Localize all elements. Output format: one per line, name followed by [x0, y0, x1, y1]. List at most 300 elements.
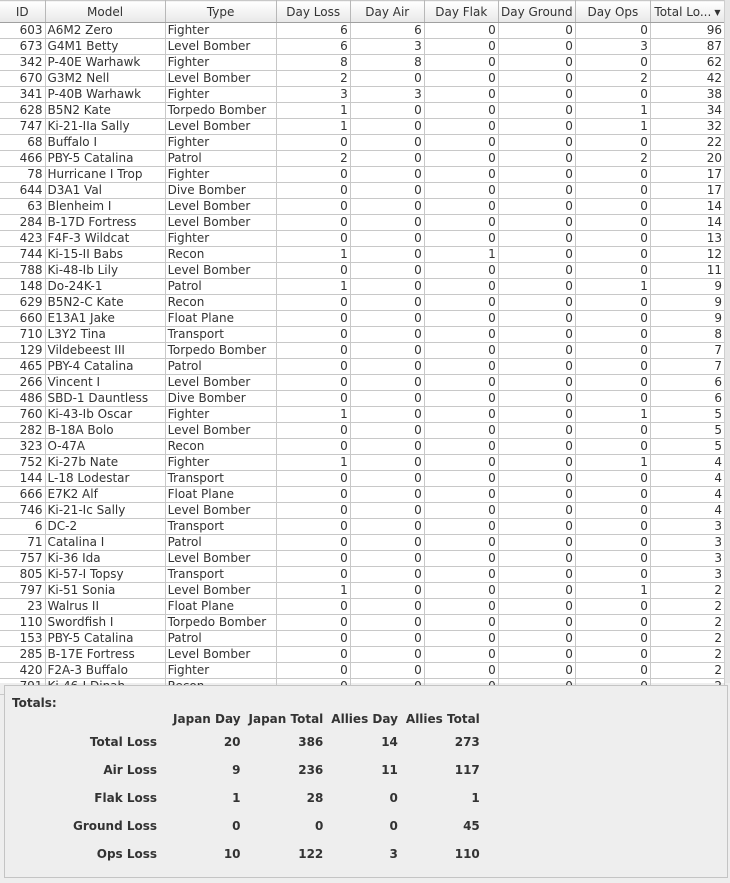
cell-id[interactable]: 666	[0, 487, 45, 503]
cell-day-ground[interactable]: 0	[498, 551, 575, 567]
table-row[interactable]	[0, 567, 725, 583]
cell-id[interactable]: 144	[0, 471, 45, 487]
cell-day-loss[interactable]: 0	[276, 535, 350, 551]
cell-day-ops[interactable]: 0	[575, 295, 650, 311]
cell-id[interactable]: 629	[0, 295, 45, 311]
cell-day-air[interactable]: 0	[350, 615, 424, 631]
cell-total-loss[interactable]: 20	[650, 151, 724, 167]
cell-day-air[interactable]: 0	[350, 231, 424, 247]
cell-day-loss[interactable]: 0	[276, 311, 350, 327]
cell-id[interactable]: 760	[0, 407, 45, 423]
table-row[interactable]	[0, 295, 725, 311]
cell-day-loss[interactable]: 3	[276, 87, 350, 103]
cell-type[interactable]: Patrol	[165, 359, 276, 375]
cell-day-ops[interactable]: 0	[575, 343, 650, 359]
cell-id[interactable]: 628	[0, 103, 45, 119]
cell-day-loss[interactable]: 0	[276, 231, 350, 247]
cell-day-ground[interactable]: 0	[498, 343, 575, 359]
cell-day-ops[interactable]: 0	[575, 263, 650, 279]
cell-day-ops[interactable]: 1	[575, 279, 650, 295]
cell-id[interactable]: 342	[0, 55, 45, 71]
cell-day-ops[interactable]: 0	[575, 647, 650, 663]
cell-day-flak[interactable]: 0	[424, 391, 498, 407]
cell-type[interactable]: Transport	[165, 327, 276, 343]
cell-id[interactable]: 23	[0, 599, 45, 615]
cell-day-loss[interactable]: 0	[276, 167, 350, 183]
cell-total-loss[interactable]: 2	[650, 583, 724, 599]
column-header-model[interactable]: Model	[45, 1, 165, 23]
cell-total-loss[interactable]: 11	[650, 263, 724, 279]
cell-day-flak[interactable]: 0	[424, 423, 498, 439]
cell-id[interactable]: 797	[0, 583, 45, 599]
table-row[interactable]	[0, 183, 725, 199]
cell-type[interactable]: Patrol	[165, 279, 276, 295]
cell-id[interactable]: 78	[0, 167, 45, 183]
cell-day-air[interactable]: 0	[350, 551, 424, 567]
cell-type[interactable]: Recon	[165, 439, 276, 455]
cell-id[interactable]: 752	[0, 455, 45, 471]
cell-id[interactable]: 110	[0, 615, 45, 631]
cell-day-ground[interactable]: 0	[498, 647, 575, 663]
cell-model[interactable]: SBD-1 Dauntless	[45, 391, 165, 407]
cell-type[interactable]: Transport	[165, 471, 276, 487]
cell-day-ground[interactable]: 0	[498, 39, 575, 55]
cell-day-loss[interactable]: 6	[276, 23, 350, 39]
cell-day-air[interactable]: 0	[350, 167, 424, 183]
cell-total-loss[interactable]: 7	[650, 359, 724, 375]
cell-model[interactable]: Swordfish I	[45, 615, 165, 631]
cell-day-flak[interactable]: 0	[424, 471, 498, 487]
cell-day-ops[interactable]: 3	[575, 39, 650, 55]
cell-day-flak[interactable]: 0	[424, 583, 498, 599]
cell-day-air[interactable]: 0	[350, 535, 424, 551]
cell-id[interactable]: 285	[0, 647, 45, 663]
cell-day-air[interactable]: 0	[350, 327, 424, 343]
column-header-day-flak[interactable]: Day Flak	[424, 1, 498, 23]
cell-total-loss[interactable]: 42	[650, 71, 724, 87]
cell-day-ground[interactable]: 0	[498, 503, 575, 519]
cell-day-air[interactable]: 0	[350, 151, 424, 167]
cell-type[interactable]: Torpedo Bomber	[165, 343, 276, 359]
cell-day-flak[interactable]: 0	[424, 343, 498, 359]
cell-total-loss[interactable]: 2	[650, 615, 724, 631]
cell-day-air[interactable]: 0	[350, 359, 424, 375]
cell-day-ops[interactable]: 0	[575, 615, 650, 631]
cell-day-ground[interactable]: 0	[498, 151, 575, 167]
cell-id[interactable]: 129	[0, 343, 45, 359]
cell-day-ops[interactable]: 2	[575, 71, 650, 87]
cell-model[interactable]: PBY-5 Catalina	[45, 631, 165, 647]
cell-day-ground[interactable]: 0	[498, 391, 575, 407]
cell-total-loss[interactable]: 3	[650, 519, 724, 535]
column-header-day-loss[interactable]: Day Loss	[276, 1, 350, 23]
cell-day-air[interactable]: 0	[350, 343, 424, 359]
cell-id[interactable]: 644	[0, 183, 45, 199]
cell-day-air[interactable]: 0	[350, 119, 424, 135]
cell-day-air[interactable]: 0	[350, 263, 424, 279]
cell-model[interactable]: Ki-57-I Topsy	[45, 567, 165, 583]
cell-day-flak[interactable]: 0	[424, 375, 498, 391]
cell-type[interactable]: Transport	[165, 567, 276, 583]
cell-day-air[interactable]: 0	[350, 311, 424, 327]
cell-type[interactable]: Float Plane	[165, 311, 276, 327]
cell-type[interactable]: Fighter	[165, 167, 276, 183]
cell-model[interactable]: Buffalo I	[45, 135, 165, 151]
table-row[interactable]	[0, 343, 725, 359]
cell-day-ops[interactable]: 0	[575, 199, 650, 215]
cell-day-ops[interactable]: 0	[575, 135, 650, 151]
table-row[interactable]	[0, 615, 725, 631]
cell-day-loss[interactable]: 0	[276, 471, 350, 487]
cell-day-loss[interactable]: 0	[276, 343, 350, 359]
cell-day-flak[interactable]: 0	[424, 407, 498, 423]
cell-model[interactable]: DC-2	[45, 519, 165, 535]
cell-day-flak[interactable]: 0	[424, 215, 498, 231]
cell-type[interactable]: Patrol	[165, 151, 276, 167]
cell-day-air[interactable]: 0	[350, 295, 424, 311]
cell-total-loss[interactable]: 5	[650, 439, 724, 455]
cell-type[interactable]: Patrol	[165, 535, 276, 551]
cell-day-flak[interactable]: 0	[424, 519, 498, 535]
cell-day-air[interactable]: 0	[350, 519, 424, 535]
cell-day-loss[interactable]: 0	[276, 647, 350, 663]
cell-day-flak[interactable]: 0	[424, 167, 498, 183]
table-row[interactable]	[0, 23, 725, 39]
cell-day-flak[interactable]: 0	[424, 503, 498, 519]
cell-id[interactable]: 747	[0, 119, 45, 135]
cell-day-air[interactable]: 0	[350, 599, 424, 615]
cell-total-loss[interactable]: 14	[650, 215, 724, 231]
cell-model[interactable]: E13A1 Jake	[45, 311, 165, 327]
cell-id[interactable]: 660	[0, 311, 45, 327]
cell-id[interactable]: 670	[0, 71, 45, 87]
cell-model[interactable]: Blenheim I	[45, 199, 165, 215]
cell-day-flak[interactable]: 0	[424, 487, 498, 503]
cell-day-air[interactable]: 0	[350, 407, 424, 423]
cell-day-loss[interactable]: 0	[276, 391, 350, 407]
cell-day-ground[interactable]: 0	[498, 599, 575, 615]
cell-day-air[interactable]: 0	[350, 487, 424, 503]
cell-day-ops[interactable]: 0	[575, 231, 650, 247]
cell-day-loss[interactable]: 0	[276, 503, 350, 519]
cell-model[interactable]: Ki-15-II Babs	[45, 247, 165, 263]
cell-model[interactable]: Do-24K-1	[45, 279, 165, 295]
cell-total-loss[interactable]: 6	[650, 375, 724, 391]
cell-day-flak[interactable]: 0	[424, 199, 498, 215]
cell-day-air[interactable]: 0	[350, 455, 424, 471]
cell-day-ops[interactable]: 1	[575, 103, 650, 119]
cell-type[interactable]: Level Bomber	[165, 215, 276, 231]
cell-model[interactable]: Walrus II	[45, 599, 165, 615]
table-row[interactable]	[0, 551, 725, 567]
cell-day-ground[interactable]: 0	[498, 359, 575, 375]
table-row[interactable]	[0, 71, 725, 87]
cell-day-ground[interactable]: 0	[498, 247, 575, 263]
cell-day-ground[interactable]: 0	[498, 663, 575, 679]
cell-type[interactable]: Fighter	[165, 135, 276, 151]
table-row[interactable]	[0, 535, 725, 551]
cell-total-loss[interactable]: 2	[650, 647, 724, 663]
cell-total-loss[interactable]: 17	[650, 183, 724, 199]
cell-day-loss[interactable]: 0	[276, 487, 350, 503]
cell-total-loss[interactable]: 17	[650, 167, 724, 183]
cell-day-loss[interactable]: 0	[276, 615, 350, 631]
cell-day-ops[interactable]: 0	[575, 631, 650, 647]
cell-day-flak[interactable]: 0	[424, 279, 498, 295]
cell-day-loss[interactable]: 1	[276, 279, 350, 295]
cell-day-air[interactable]: 0	[350, 583, 424, 599]
cell-day-air[interactable]: 0	[350, 103, 424, 119]
cell-day-air[interactable]: 0	[350, 391, 424, 407]
table-row[interactable]	[0, 279, 725, 295]
cell-id[interactable]: 68	[0, 135, 45, 151]
cell-day-ops[interactable]: 1	[575, 407, 650, 423]
cell-day-ground[interactable]: 0	[498, 279, 575, 295]
cell-model[interactable]: Ki-21-Ic Sally	[45, 503, 165, 519]
cell-type[interactable]: Float Plane	[165, 599, 276, 615]
cell-total-loss[interactable]: 2	[650, 599, 724, 615]
column-header-id[interactable]: ID	[0, 1, 45, 23]
cell-day-loss[interactable]: 1	[276, 455, 350, 471]
cell-type[interactable]: Level Bomber	[165, 71, 276, 87]
cell-id[interactable]: 744	[0, 247, 45, 263]
cell-day-ops[interactable]: 0	[575, 359, 650, 375]
cell-day-loss[interactable]: 2	[276, 71, 350, 87]
cell-model[interactable]: L3Y2 Tina	[45, 327, 165, 343]
cell-model[interactable]: E7K2 Alf	[45, 487, 165, 503]
cell-day-ops[interactable]: 0	[575, 487, 650, 503]
cell-type[interactable]: Level Bomber	[165, 551, 276, 567]
cell-day-flak[interactable]: 0	[424, 23, 498, 39]
cell-type[interactable]: Fighter	[165, 455, 276, 471]
cell-day-air[interactable]: 6	[350, 23, 424, 39]
cell-day-ground[interactable]: 0	[498, 455, 575, 471]
column-header-day-air[interactable]: Day Air	[350, 1, 424, 23]
cell-day-ops[interactable]: 0	[575, 391, 650, 407]
cell-day-air[interactable]: 0	[350, 71, 424, 87]
cell-model[interactable]: P-40B Warhawk	[45, 87, 165, 103]
cell-day-loss[interactable]: 0	[276, 423, 350, 439]
cell-id[interactable]: 465	[0, 359, 45, 375]
table-row[interactable]	[0, 375, 725, 391]
cell-type[interactable]: Recon	[165, 295, 276, 311]
cell-total-loss[interactable]: 3	[650, 535, 724, 551]
cell-id[interactable]: 71	[0, 535, 45, 551]
cell-type[interactable]: Torpedo Bomber	[165, 615, 276, 631]
table-row[interactable]	[0, 199, 725, 215]
cell-model[interactable]: Catalina I	[45, 535, 165, 551]
cell-day-flak[interactable]: 0	[424, 551, 498, 567]
table-row[interactable]	[0, 87, 725, 103]
cell-type[interactable]: Patrol	[165, 631, 276, 647]
cell-day-air[interactable]: 0	[350, 199, 424, 215]
cell-day-ops[interactable]: 0	[575, 567, 650, 583]
cell-model[interactable]: Ki-43-Ib Oscar	[45, 407, 165, 423]
cell-model[interactable]: Ki-48-Ib Lily	[45, 263, 165, 279]
table-row[interactable]	[0, 151, 725, 167]
cell-day-ground[interactable]: 0	[498, 135, 575, 151]
cell-day-flak[interactable]: 0	[424, 87, 498, 103]
cell-day-loss[interactable]: 0	[276, 439, 350, 455]
cell-day-flak[interactable]: 0	[424, 615, 498, 631]
cell-day-loss[interactable]: 1	[276, 583, 350, 599]
cell-day-loss[interactable]: 1	[276, 247, 350, 263]
cell-day-ops[interactable]: 0	[575, 247, 650, 263]
cell-day-ground[interactable]: 0	[498, 375, 575, 391]
cell-day-flak[interactable]: 0	[424, 359, 498, 375]
table-row[interactable]	[0, 487, 725, 503]
cell-total-loss[interactable]: 38	[650, 87, 724, 103]
cell-day-ground[interactable]: 0	[498, 71, 575, 87]
cell-model[interactable]: Ki-27b Nate	[45, 455, 165, 471]
cell-model[interactable]: F2A-3 Buffalo	[45, 663, 165, 679]
cell-id[interactable]: 148	[0, 279, 45, 295]
cell-day-ground[interactable]: 0	[498, 103, 575, 119]
cell-day-flak[interactable]: 0	[424, 295, 498, 311]
cell-day-air[interactable]: 8	[350, 55, 424, 71]
cell-model[interactable]: F4F-3 Wildcat	[45, 231, 165, 247]
cell-day-flak[interactable]: 0	[424, 311, 498, 327]
cell-day-ground[interactable]: 0	[498, 311, 575, 327]
cell-id[interactable]: 710	[0, 327, 45, 343]
cell-day-air[interactable]: 0	[350, 215, 424, 231]
column-header-type[interactable]: Type	[165, 1, 276, 23]
cell-model[interactable]: D3A1 Val	[45, 183, 165, 199]
cell-day-loss[interactable]: 0	[276, 199, 350, 215]
cell-day-ground[interactable]: 0	[498, 183, 575, 199]
cell-model[interactable]: B5N2 Kate	[45, 103, 165, 119]
cell-day-ops[interactable]: 0	[575, 503, 650, 519]
cell-day-flak[interactable]: 0	[424, 455, 498, 471]
cell-day-air[interactable]: 0	[350, 567, 424, 583]
cell-day-ground[interactable]: 0	[498, 263, 575, 279]
cell-total-loss[interactable]: 5	[650, 423, 724, 439]
cell-day-ops[interactable]: 0	[575, 423, 650, 439]
cell-type[interactable]: Level Bomber	[165, 39, 276, 55]
cell-day-flak[interactable]: 0	[424, 263, 498, 279]
column-header-day-ground[interactable]: Day Ground	[498, 1, 575, 23]
cell-day-ground[interactable]: 0	[498, 471, 575, 487]
cell-day-loss[interactable]: 0	[276, 183, 350, 199]
cell-day-loss[interactable]: 0	[276, 135, 350, 151]
cell-day-ground[interactable]: 0	[498, 23, 575, 39]
cell-total-loss[interactable]: 4	[650, 471, 724, 487]
cell-id[interactable]: 420	[0, 663, 45, 679]
cell-id[interactable]: 673	[0, 39, 45, 55]
cell-day-ops[interactable]: 2	[575, 151, 650, 167]
table-row[interactable]	[0, 647, 725, 663]
cell-total-loss[interactable]: 3	[650, 551, 724, 567]
cell-day-loss[interactable]: 0	[276, 295, 350, 311]
table-row[interactable]	[0, 663, 725, 679]
cell-day-air[interactable]: 0	[350, 183, 424, 199]
cell-id[interactable]: 423	[0, 231, 45, 247]
cell-day-ops[interactable]: 0	[575, 471, 650, 487]
column-header-day-ops[interactable]: Day Ops	[575, 1, 650, 23]
cell-day-ops[interactable]: 0	[575, 311, 650, 327]
table-row[interactable]	[0, 119, 725, 135]
cell-day-ground[interactable]: 0	[498, 407, 575, 423]
cell-model[interactable]: B-18A Bolo	[45, 423, 165, 439]
cell-day-flak[interactable]: 0	[424, 439, 498, 455]
cell-day-ground[interactable]: 0	[498, 631, 575, 647]
cell-day-loss[interactable]: 6	[276, 39, 350, 55]
cell-day-flak[interactable]: 1	[424, 247, 498, 263]
cell-day-loss[interactable]: 0	[276, 567, 350, 583]
cell-model[interactable]: Vildebeest III	[45, 343, 165, 359]
cell-type[interactable]: Fighter	[165, 231, 276, 247]
cell-day-ops[interactable]: 0	[575, 599, 650, 615]
cell-id[interactable]: 6	[0, 519, 45, 535]
cell-total-loss[interactable]: 4	[650, 487, 724, 503]
cell-type[interactable]: Level Bomber	[165, 263, 276, 279]
cell-total-loss[interactable]: 14	[650, 199, 724, 215]
cell-total-loss[interactable]: 4	[650, 455, 724, 471]
cell-day-loss[interactable]: 0	[276, 519, 350, 535]
cell-id[interactable]: 63	[0, 199, 45, 215]
cell-day-loss[interactable]: 0	[276, 359, 350, 375]
cell-day-flak[interactable]: 0	[424, 647, 498, 663]
table-row[interactable]	[0, 455, 725, 471]
cell-day-flak[interactable]: 0	[424, 327, 498, 343]
table-row[interactable]	[0, 439, 725, 455]
cell-type[interactable]: Torpedo Bomber	[165, 103, 276, 119]
cell-day-air[interactable]: 0	[350, 439, 424, 455]
cell-type[interactable]: Level Bomber	[165, 423, 276, 439]
cell-day-ground[interactable]: 0	[498, 583, 575, 599]
cell-model[interactable]: Vincent I	[45, 375, 165, 391]
cell-total-loss[interactable]: 13	[650, 231, 724, 247]
cell-day-air[interactable]: 0	[350, 247, 424, 263]
cell-day-ground[interactable]: 0	[498, 535, 575, 551]
table-row[interactable]	[0, 631, 725, 647]
cell-day-ops[interactable]: 0	[575, 535, 650, 551]
cell-day-ops[interactable]: 0	[575, 215, 650, 231]
cell-total-loss[interactable]: 9	[650, 295, 724, 311]
cell-day-ground[interactable]: 0	[498, 231, 575, 247]
cell-day-flak[interactable]: 0	[424, 183, 498, 199]
cell-day-ground[interactable]: 0	[498, 327, 575, 343]
cell-day-air[interactable]: 0	[350, 423, 424, 439]
cell-id[interactable]: 341	[0, 87, 45, 103]
vertical-scrollbar[interactable]	[724, 0, 730, 683]
cell-model[interactable]: Ki-36 Ida	[45, 551, 165, 567]
cell-type[interactable]: Level Bomber	[165, 375, 276, 391]
cell-type[interactable]: Level Bomber	[165, 583, 276, 599]
table-row[interactable]	[0, 599, 725, 615]
cell-model[interactable]: Hurricane I Trop	[45, 167, 165, 183]
cell-type[interactable]: Fighter	[165, 87, 276, 103]
cell-day-flak[interactable]: 0	[424, 231, 498, 247]
cell-id[interactable]: 746	[0, 503, 45, 519]
cell-total-loss[interactable]: 7	[650, 343, 724, 359]
cell-day-flak[interactable]: 0	[424, 567, 498, 583]
cell-day-ops[interactable]: 0	[575, 87, 650, 103]
cell-day-flak[interactable]: 0	[424, 103, 498, 119]
cell-day-ops[interactable]: 0	[575, 183, 650, 199]
cell-day-ops[interactable]: 0	[575, 519, 650, 535]
cell-day-air[interactable]: 0	[350, 471, 424, 487]
cell-day-loss[interactable]: 0	[276, 663, 350, 679]
cell-day-loss[interactable]: 8	[276, 55, 350, 71]
cell-day-loss[interactable]: 1	[276, 119, 350, 135]
cell-day-air[interactable]: 0	[350, 503, 424, 519]
cell-day-ground[interactable]: 0	[498, 295, 575, 311]
cell-total-loss[interactable]: 6	[650, 391, 724, 407]
cell-day-loss[interactable]: 0	[276, 375, 350, 391]
cell-total-loss[interactable]: 22	[650, 135, 724, 151]
cell-model[interactable]: G3M2 Nell	[45, 71, 165, 87]
